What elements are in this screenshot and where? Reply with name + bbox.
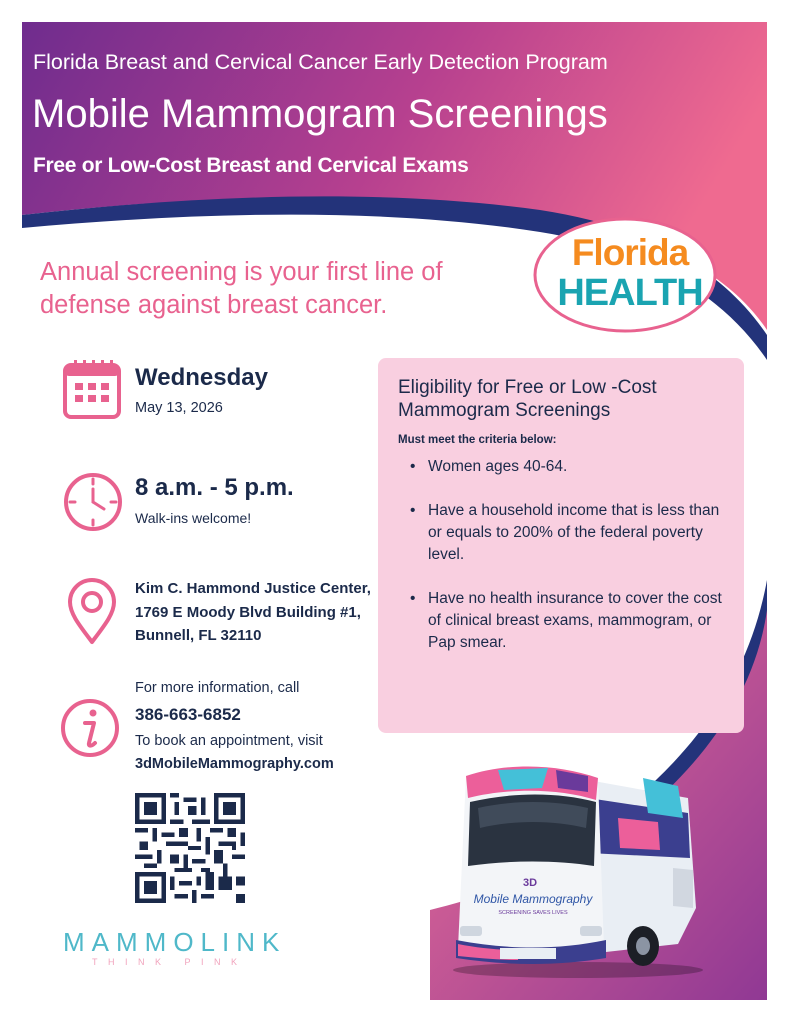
info-icon: [59, 697, 121, 759]
event-time: 8 a.m. - 5 p.m.: [135, 474, 294, 501]
mobile-mammography-bus: [438, 758, 708, 980]
walkin-note: Walk-ins welcome!: [135, 510, 252, 526]
bus-slogan: SCREENING SAVES LIVES: [498, 910, 568, 916]
eligibility-title: Eligibility for Free or Low -Cost Mammogram Screenings: [398, 377, 657, 421]
list-item: [410, 588, 730, 654]
list-item: [410, 500, 730, 566]
eligibility-item-text: Have a household income that is less than or equals to 200% of the federal poverty level.: [428, 502, 720, 563]
mammolink-slogan: THINK PINK: [92, 957, 248, 967]
eligibility-item-text: Women ages 40-64.: [428, 458, 568, 475]
bus-brand: Mobile Mammography: [473, 892, 593, 906]
website-link[interactable]: 3dMobileMammography.com: [135, 756, 334, 772]
page-subtitle: Free or Low-Cost Breast and Cervical Exams: [33, 154, 469, 177]
mammolink-logo: MAMMOLINK: [63, 927, 287, 957]
event-address: Kim C. Hammond Justice Center, 1769 E Moody Blvd Building #1, Bunnell, FL 32110: [135, 580, 371, 644]
program-name: Florida Breast and Cervical Cancer Early Detection Program: [33, 50, 608, 74]
page-title: Mobile Mammogram Screenings: [32, 92, 608, 136]
location-pin-icon: [66, 578, 118, 646]
logo-word-florida: Florida: [571, 232, 689, 273]
calendar-icon: [62, 358, 122, 420]
info-book-text: To book an appointment, visit: [135, 733, 323, 749]
qr-code[interactable]: [135, 793, 245, 903]
bullet: •: [410, 502, 416, 519]
eligibility-item-text: Have no health insurance to cover the cost of clinical breast exams, mammogram, or Pap smear.: [428, 590, 722, 651]
eligibility-criteria-note: Must meet the criteria below:: [398, 434, 557, 446]
bus-badge: 3D: [522, 877, 538, 889]
event-day: Wednesday: [135, 364, 268, 391]
logo-word-health: HEALTH: [557, 272, 703, 314]
clock-icon: [62, 471, 124, 533]
info-call-text: For more information, call: [135, 680, 300, 696]
list-item: [410, 456, 730, 478]
event-date: May 13, 2026: [135, 400, 223, 416]
bullet: •: [410, 590, 416, 607]
eligibility-list: [410, 456, 730, 676]
phone-number[interactable]: 386-663-6852: [135, 705, 241, 724]
bullet: •: [410, 458, 416, 475]
tagline: Annual screening is your first line of defense against breast cancer.: [40, 258, 443, 319]
